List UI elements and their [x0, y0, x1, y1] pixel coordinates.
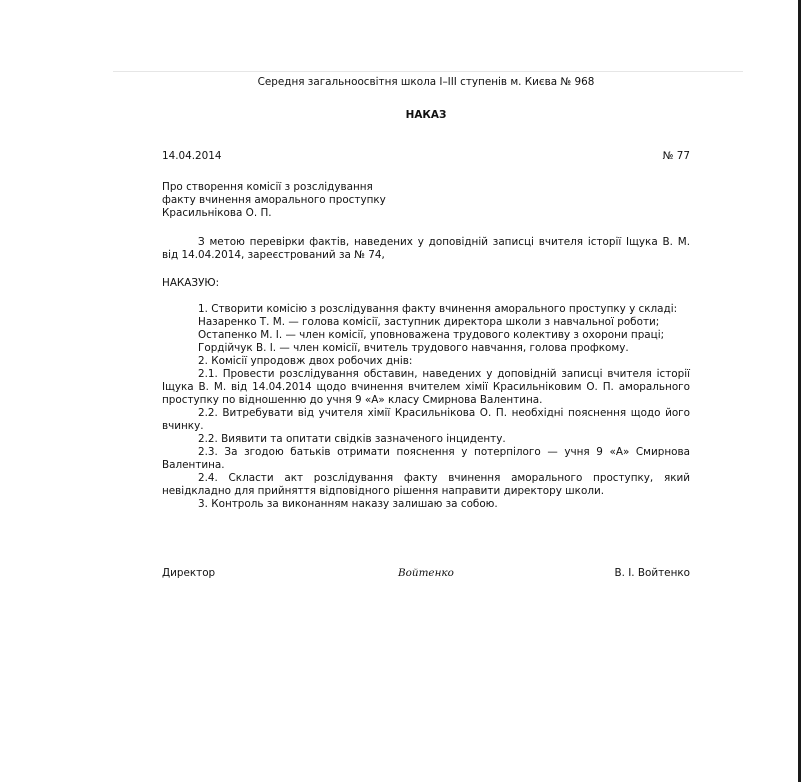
handwritten-signature: Войтенко: [398, 567, 454, 579]
order-date: 14.04.2014: [162, 150, 222, 162]
commission-member: Назаренко Т. М. — голова комісії, заступник директора школи з навчальної роботи;: [198, 316, 660, 328]
order-items: [162, 303, 690, 511]
order-item-2: 2. Комісії упродовж двох робочих днів:: [198, 355, 413, 367]
signatory-name: В. І. Войтенко: [614, 567, 690, 579]
order-item-2-2b: 2.2. Виявити та опитати свідків зазначеного інциденту.: [198, 433, 506, 445]
order-directive: НАКАЗУЮ:: [162, 277, 220, 289]
order-item-2-4: 2.4. Скласти акт розслідування факту вчинення аморального проступку, який невідкладно для прийняття відповідного рішення направити директору школи.: [162, 472, 690, 497]
header-rule: [113, 71, 743, 72]
preamble-paragraph: З метою перевірки фактів, наведених у доповідній записці вчителя історії Іщука В. М. від 14.04.2014, зареєстрований за № 74,: [162, 236, 690, 261]
order-item-2-3: 2.3. За згодою батьків отримати пояснення у потерпілого — учня 9 «А» Смирнова Валентина.: [162, 446, 690, 471]
subject-line: Красильнікова О. П.: [162, 207, 272, 219]
order-item-2-2: 2.2. Витребувати від учителя хімії Красильнікова О. П. необхідні пояснення щодо його вчинку.: [162, 407, 690, 432]
commission-member: Остапенко М. І. — член комісії, уповноважена трудового колективу з охорони праці;: [198, 329, 665, 341]
signatory-position: Директор: [162, 567, 216, 579]
signature-block: [162, 567, 690, 581]
order-item-3: 3. Контроль за виконанням наказу залишаю за собою.: [198, 498, 498, 510]
order-number: № 77: [662, 150, 690, 162]
subject-line: Про створення комісії з розслідування: [162, 181, 373, 193]
order-subject: [162, 181, 386, 220]
commission-member: Гордійчук В. І. — член комісії, вчитель трудового навчання, голова профкому.: [198, 342, 629, 354]
document-title: НАКАЗ: [405, 109, 447, 121]
order-item-1: 1. Створити комісію з розслідування факту вчинення аморального проступку у складі:: [198, 303, 678, 315]
school-name: Середня загальноосвітня школа I–III ступенів м. Києва № 968: [257, 76, 595, 88]
subject-line: факту вчинення аморального проступку: [162, 194, 386, 206]
order-item-2-1: 2.1. Провести розслідування обставин, наведених у доповідній записці вчителя історії Іщука В. М. від 14.04.2014 щодо вчинення вчителем хімії Красильніковим О. П. аморального проступку по відношенню до учня 9 «А» класу Смирнова Валентина.: [162, 368, 690, 406]
